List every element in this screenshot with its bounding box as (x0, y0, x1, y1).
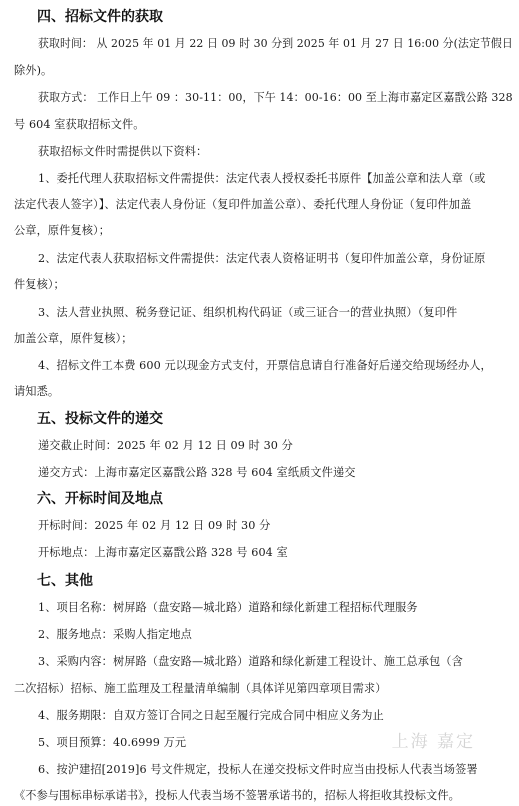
text-line: 获取招标文件时需提供以下资料： (38, 145, 208, 158)
text-line: 4、服务期限：自双方签订合同之日起至履行完成合同中相应义务为止 (38, 709, 384, 722)
watermark: 上海 嘉定 (391, 732, 475, 752)
text-line: 件复核）； (14, 278, 65, 291)
text-line: 递交方式：上海市嘉定区嘉戬公路 328 号 604 室纸质文件递交 (38, 466, 356, 479)
text-line: 2、服务地点：采购人指定地点 (38, 628, 192, 641)
text-line: 1、项目名称：树屏路（盘安路—城北路）道路和绿化新建工程招标代理服务 (38, 601, 418, 614)
text-line: 请知悉。 (14, 385, 60, 398)
text-line: 《不参与围标串标承诺书》，投标人代表当场不签署承诺书的，招标人将拒收其投标文件。 (14, 789, 460, 802)
text-line: 加盖公章，原件复核）； (14, 332, 133, 345)
text-line: 公章，原件复核）； (14, 224, 110, 237)
text-line: 法定代表人签字）】、法定代表人身份证（复印件加盖公章）、委托代理人身份证（复印件加盖 (14, 198, 472, 211)
text-line: 3、采购内容：树屏路（盘安路—城北路）道路和绿化新建工程设计、施工总承包（含 (38, 655, 463, 668)
text-line: 3、法人营业执照、税务登记证、组织机构代码证（或三证合一的营业执照）（复印件 (38, 306, 458, 319)
text-line: 二次招标）招标、施工监理及工程量清单编制（具体详见第四章项目需求） (14, 682, 387, 695)
text-line: 开标地点：上海市嘉定区嘉戬公路 328 号 604 室 (38, 546, 288, 559)
text-line: 4、招标文件工本费 600 元以现金方式支付，开票信息请自行准备好后递交给现场经办人， (38, 359, 492, 372)
text-line: 开标时间：2025 年 02 月 12 日 09 时 30 分 (38, 519, 271, 532)
text-line: 2、法定代表人获取招标文件需提供：法定代表人资格证明书（复印件加盖公章，身份证原 (38, 252, 486, 265)
section-heading-4: 四、招标文件的获取 (37, 9, 163, 25)
text-line: 除外)。 (14, 64, 53, 77)
text-line: 获取时间： 从 2025 年 01 月 22 日 09 时 30 分到 2025 年 01 月 27 日 16:00 分(法定节假日 (38, 37, 513, 50)
text-line: 获取方式： 工作日上午 09 ：30-11：00，下午 14：00-16：00 至上海市嘉定区嘉戬公路 328 (38, 91, 513, 104)
text-line: 6、按沪建招[2019]6 号文件规定，投标人在递交投标文件时应当由投标人代表当场签署 (38, 763, 478, 776)
section-heading-6: 六、开标时间及地点 (37, 491, 163, 507)
text-line: 5、项目预算：40.6999 万元 (38, 736, 187, 749)
section-heading-5: 五、投标文件的递交 (37, 411, 163, 427)
text-line: 号 604 室获取招标文件。 (14, 118, 145, 131)
text-line: 1、委托代理人获取招标文件需提供：法定代表人授权委托书原件【加盖公章和法人章（或 (38, 172, 486, 185)
text-line: 递交截止时间：2025 年 02 月 12 日 09 时 30 分 (38, 439, 293, 452)
section-heading-7: 七、其他 (37, 573, 93, 589)
